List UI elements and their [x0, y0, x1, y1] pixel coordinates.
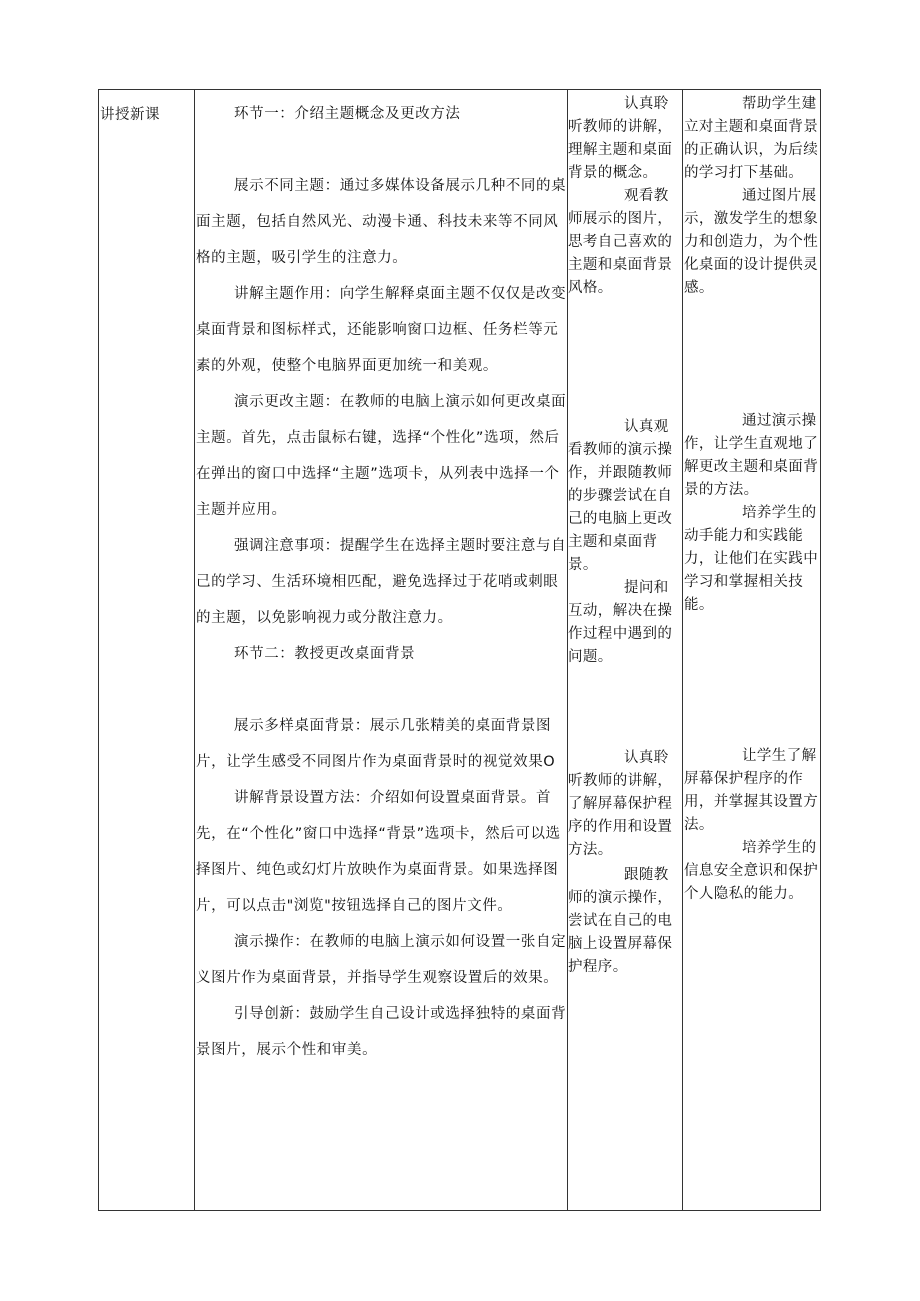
content-paragraph: 讲解背景设置方法：介绍如何设置桌面背景。首先，在“个性化”窗口中选择“背景”选项卡，然后可以选择图片、纯色或幻灯片放映作为桌面背景。如果选择图片，可以点击"浏览"按钮选择自己的图片文件。: [196, 790, 561, 914]
content-paragraph: 演示操作：在教师的电脑上演示如何设置一张自定义图片作为桌面背景，并指导学生观察设置后的效果。: [196, 934, 567, 986]
content-paragraph: 演示更改主题：在教师的电脑上演示如何更改桌面主题。首先，点击鼠标右键，选择“个性化”选项，然后在弹出的窗口中选择“主题”选项卡，从列表中选择一个主题并应用。: [196, 394, 567, 518]
content-paragraph: 引导创新：鼓励学生自己设计或选择独特的桌面背景图片，展示个性和审美。: [196, 1006, 567, 1058]
stage-one-heading: 环节一：介绍主题概念及更改方法: [234, 106, 461, 122]
intent-item: 让学生了解屏幕保护程序的作用，并掌握其设置方法。: [684, 748, 819, 833]
intent-item: 培养学生的信息安全意识和保护个人隐私的能力。: [684, 840, 819, 902]
content-paragraph: 展示多样桌面背景：展示几张精美的桌面背景图片，让学生感受不同图片作为桌面背景时的视觉效果O: [196, 718, 556, 770]
design-intent-cell: [684, 86, 820, 906]
intent-item: 培养学生的动手能力和实践能力，让他们在实践中学习和掌握相关技能。: [684, 505, 819, 613]
activity-item: 观看教师展示的图片，思考自己喜欢的主题和桌面背景风格。: [568, 188, 673, 296]
activity-item: 提问和互动，解决在操作过程中遇到的问题。: [568, 580, 673, 665]
activity-item: 认真观看教师的演示操作，并跟随教师的步骤尝试在自己的电脑上更改主题和桌面背景。: [568, 419, 673, 573]
table-left-border: [98, 89, 99, 1211]
activity-item: 认真聆听教师的讲解，了解屏幕保护程序的作用和设置方法。: [568, 750, 673, 858]
teaching-content-cell: [196, 96, 568, 1068]
section-label: 讲授新课: [100, 107, 160, 123]
column-divider-1: [194, 89, 195, 1211]
activity-item: 认真聆听教师的讲解，理解主题和桌面背景的概念。: [568, 96, 673, 181]
intent-item: 通过图片展示，激发学生的想象力和创造力，为个性化桌面的设计提供灵感。: [684, 188, 819, 296]
content-paragraph: 讲解主题作用：向学生解释桌面主题不仅仅是改变桌面背景和图标样式，还能影响窗口边框、任务栏等元素的外观，使整个电脑界面更加统一和美观。: [196, 286, 567, 374]
stage-two-heading: 环节二：教授更改桌面背景: [234, 646, 416, 662]
content-paragraph: 展示不同主题：通过多媒体设备展示几种不同的桌面主题，包括自然风光、动漫卡通、科技未来等不同风格的主题，吸引学生的注意力。: [196, 178, 567, 266]
table-right-border: [820, 89, 821, 1211]
table-bottom-border: [98, 1210, 820, 1211]
column-divider-3: [682, 89, 683, 1211]
content-paragraph: 强调注意事项：提醒学生在选择主题时要注意与自己的学习、生活环境相匹配，避免选择过于花哨或刺眼的主题，以免影响视力或分散注意力。: [196, 538, 567, 626]
student-activities-cell: [568, 86, 682, 979]
intent-item: 帮助学生建立对主题和桌面背景的正确认识，为后续的学习打下基础。: [684, 96, 819, 181]
intent-item: 通过演示操作，让学生直观地了解更改主题和桌面背景的方法。: [684, 413, 819, 498]
activity-item: 跟随教师的演示操作，尝试在自己的电脑上设置屏幕保护程序。: [568, 867, 673, 975]
